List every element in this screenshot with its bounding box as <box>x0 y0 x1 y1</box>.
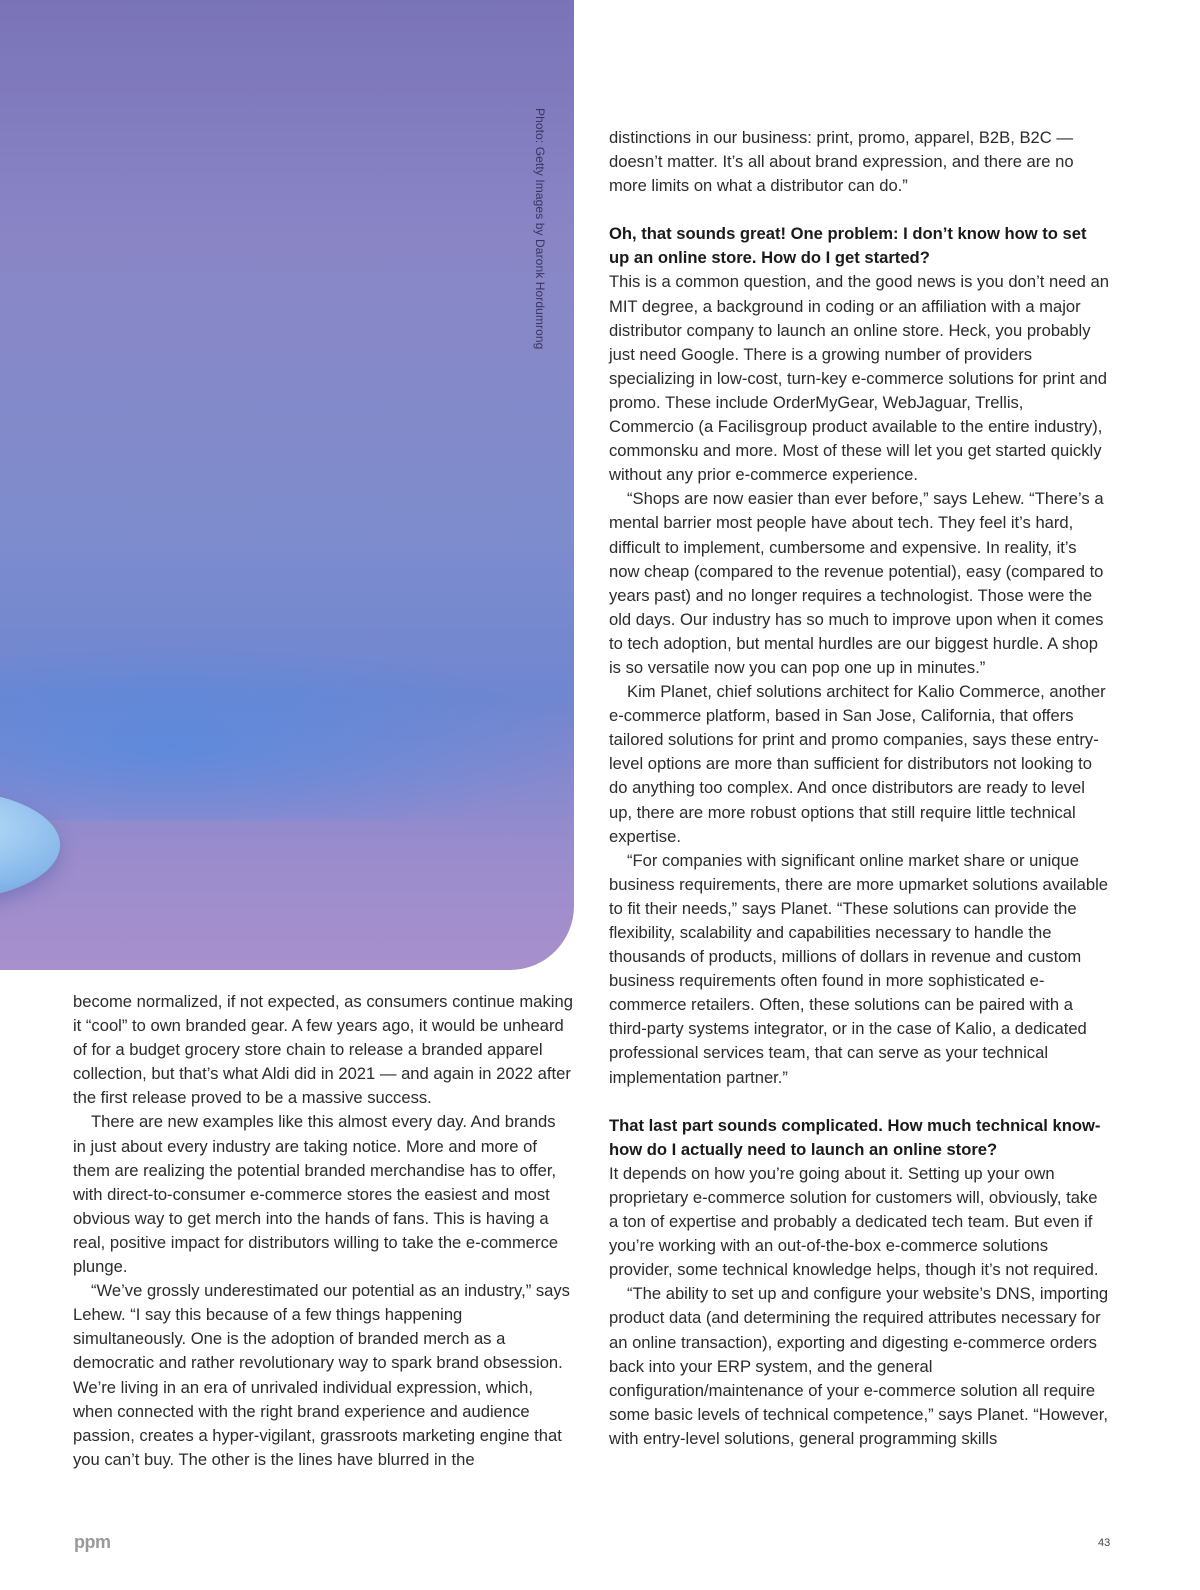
right-paragraph-4: Kim Planet, chief solutions architect for Kalio Commerce, another e-commerce platform, based in San Jose, California, that offers tailored solutions for print and promo companies, says these entry-level options are more than sufficient for distributors not looking to do anything too complex. And once distributors are ready to level up, there are more robust options that still require little technical expertise. <box>609 682 1106 846</box>
right-column <box>609 126 1111 1451</box>
right-paragraph-6: It depends on how you’re going about it. Setting up your own proprietary e-commerce solution for customers will, obviously, take a ton of expertise and probably a dedicated tech team. But even if you’re working with an out-of-the-box e-commerce solutions provider, some technical knowledge helps, though it’s not required. <box>609 1163 1099 1280</box>
left-paragraph-2: There are new examples like this almost every day. And brands in just about every industry are taking notice. More and more of them are realizing the potential branded merchandise has to offer, with direct-to-consumer e-commerce stores the easiest and most obvious way to get merch into the hands of fans. This is having a real, positive impact for distributors willing to take the e-commerce plunge. <box>73 1112 559 1277</box>
left-paragraph-1: become normalized, if not expected, as consumers continue making it “cool” to own branded gear. A few years ago, it would be unheard of for a budget grocery store chain to release a branded apparel collection, but that’s what Aldi did in 2021 — and again in 2022 after the first release proved to be a massive success. <box>73 992 573 1108</box>
page-number: 43 <box>1098 1537 1111 1549</box>
left-paragraph-3: “We’ve grossly underestimated our potential as an industry,” says Lehew. “I say this because of a few things happening simultaneously. One is the adoption of branded merch as a democratic and rather revolutionary way to spark brand obsession. We’re living in an era of unrivaled individual expression, which, when connected with the right brand experience and audience passion, creates a hyper-vigilant, grassroots marketing engine that you can’t buy. The other is the lines have blurred in the <box>73 1281 570 1469</box>
right-paragraph-5: “For companies with significant online market share or unique business requirements, there are more upmarket solutions available to fit their needs,” says Planet. “These solutions can provide the flexibility, scalability and capabilities necessary to handle the thousands of products, millions of dollars in revenue and custom business requirements often found in more sophisticated e-commerce retailers. Often, these solutions can be paired with a third-party systems integrator, or in the case of Kalio, a dedicated professional services team, that can serve as your technical implementation partner.” <box>609 850 1108 1087</box>
right-paragraph-1: distinctions in our business: print, promo, apparel, B2B, B2C — doesn’t matter. It’s all about brand expression, and there are no more limits on what a distributor can do.” <box>609 128 1074 196</box>
photo-light-glow <box>0 640 574 820</box>
left-column <box>73 990 573 1472</box>
right-paragraph-3: “Shops are now easier than ever before,” says Lehew. “There’s a mental barrier most people have about tech. They feel it’s hard, difficult to implement, cumbersome and expensive. In reality, it’s now cheap (compared to the revenue potential), easy (compared to years past) and no longer requires a technologist. Those were the old days. Our industry has so much to improve upon when it comes to tech adoption, but mental hurdles are our biggest hurdle. A shop is so versatile now you can pop one up in minutes.” <box>609 489 1104 677</box>
right-paragraph-7: “The ability to set up and configure your website’s DNS, importing product data (and determining the required attributes necessary for an online transaction), exporting and digesting e-commerce orders back into your ERP system, and the general configuration/maintenance of your e-commerce solution all require some basic levels of technical competence,” says Planet. “However, with entry-level solutions, general programming skills <box>609 1284 1109 1448</box>
photo-credit: Photo: Getty Images by Daronk Hordumrong <box>533 108 547 350</box>
hero-photo <box>0 0 574 970</box>
ppm-logo: ppm <box>74 1532 111 1552</box>
right-paragraph-2: This is a common question, and the good news is you don’t need an MIT degree, a background in coding or an affiliation with a major distributor company to launch an online store. Heck, you probably just need Google. There is a growing number of providers specializing in low-cost, turn-key e-commerce solutions for print and promo. These include OrderMyGear, WebJaguar, Trellis, Commercio (a Facilisgroup product available to the entire industry), commonsku and more. Most of these will let you get started quickly without any prior e-commerce experience. <box>609 272 1109 485</box>
question-heading-1: Oh, that sounds great! One problem: I don’t know how to set up an online store. How do I get started? <box>609 224 1087 268</box>
question-heading-2: That last part sounds complicated. How much technical know-how do I actually need to launch an online store? <box>609 1115 1101 1159</box>
